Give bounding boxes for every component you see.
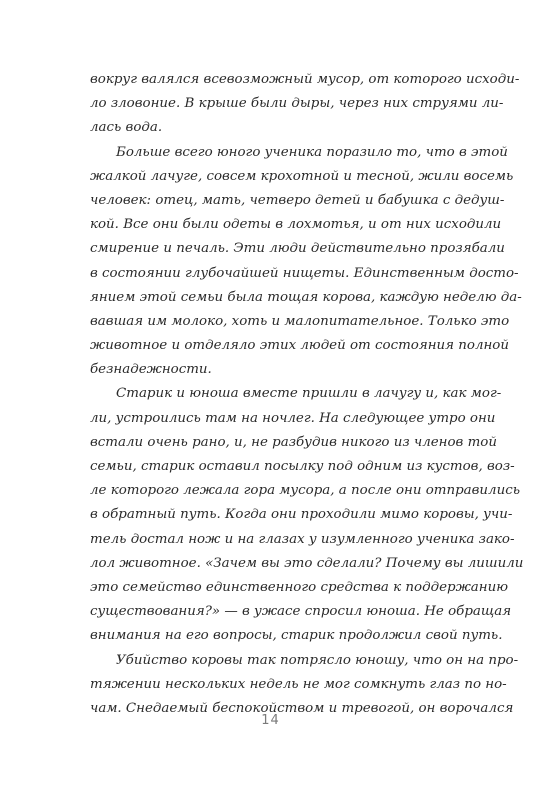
body-text bbox=[90, 68, 524, 721]
text-line: в состоянии глубочайшей нищеты. Единственным досто- bbox=[90, 265, 519, 281]
text-line: ле которого лежала гора мусора, а после они отправились bbox=[90, 483, 520, 499]
text-line: Больше всего юного ученика поразило то, что в этой bbox=[116, 144, 508, 160]
text-line: вокруг валялся всевозможный мусор, от которого исходи- bbox=[90, 72, 520, 87]
text-line: лась вода. bbox=[90, 120, 163, 136]
text-line: чам. Снедаемый беспокойством и тревогой, он ворочался bbox=[90, 700, 514, 716]
text-line: лол животное. «Зачем вы это сделали? Почему вы лишили bbox=[90, 555, 524, 571]
text-line: тель достал нож и на глазах у изумленного ученика зако- bbox=[90, 531, 515, 547]
text-line: безнадежности. bbox=[90, 362, 212, 378]
text-line: существования?» — в ужасе спросил юноша. Не обращая bbox=[90, 604, 512, 620]
text-line: вавшая им молоко, хоть и малопитательное. Только это bbox=[90, 313, 510, 329]
text-line: это семейство единственного средства к поддержанию bbox=[90, 579, 509, 595]
text-line: встали очень рано, и, не разбудив никого из членов той bbox=[90, 434, 497, 450]
text-line: жалкой лачуге, совсем крохотной и тесной, жили восемь bbox=[90, 168, 514, 184]
text-line: смирение и печаль. Эти люди действительно прозябали bbox=[90, 241, 505, 257]
text-line: кой. Все они были одеты в лохмотья, и от них исходили bbox=[90, 217, 502, 233]
paragraph-1 bbox=[90, 68, 520, 141]
text-line: ли, устроились там на ночлег. На следующее утро они bbox=[90, 410, 496, 426]
text-line: янием этой семьи была тощая корова, каждую неделю да- bbox=[90, 289, 522, 305]
text-line: тяжении нескольких недель не мог сомкнуть глаз по но- bbox=[90, 676, 507, 692]
text-line: семьи, старик оставил посылку под одним из кустов, воз- bbox=[90, 459, 515, 474]
paragraph-3 bbox=[90, 382, 524, 648]
text-line: в обратный путь. Когда они проходили мимо коровы, учи- bbox=[90, 507, 513, 523]
text-line: Старик и юноша вместе пришли в лачугу и, как мог- bbox=[116, 386, 502, 402]
text-line: человек: отец, мать, четверо детей и бабушка с дедуш- bbox=[90, 192, 505, 208]
text-line: внимания на его вопросы, старик продолжил свой путь. bbox=[90, 628, 503, 644]
text-line: Убийство коровы так потрясло юношу, что он на про- bbox=[116, 652, 519, 668]
text-line: ло зловоние. В крыше были дыры, через них струями ли- bbox=[90, 96, 504, 112]
page-number: 14 bbox=[261, 713, 280, 728]
text-line: животное и отделяло этих людей от состояния полной bbox=[90, 338, 509, 354]
paragraph-4 bbox=[90, 649, 519, 722]
paragraph-2 bbox=[90, 141, 522, 383]
